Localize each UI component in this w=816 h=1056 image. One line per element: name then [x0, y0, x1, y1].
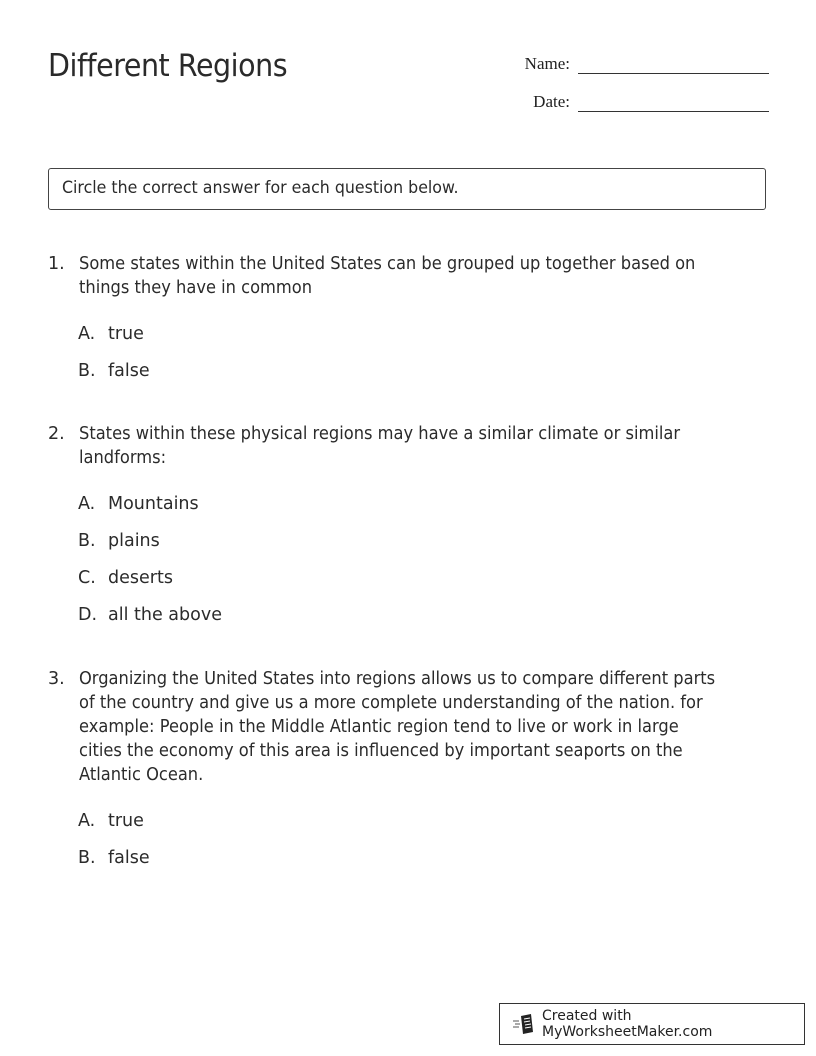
name-blank-line[interactable] [578, 55, 769, 74]
option-text: true [108, 811, 144, 831]
option-d[interactable] [78, 603, 768, 640]
question-text: Organizing the United States into regions allows us to compare different parts of the country and give us a more complete understanding of the nation. for example: People in the Middle Atlantic region tend to live or work in large cities the economy of this area is influenced by important seaports on the Atlantic Ocean. [79, 669, 716, 785]
option-letter: A. [78, 494, 96, 514]
footer-credit[interactable] [499, 1003, 805, 1045]
answer-options [48, 809, 768, 883]
option-text: all the above [108, 605, 222, 625]
option-letter: B. [78, 361, 96, 381]
option-c[interactable] [78, 566, 768, 603]
option-letter: C. [78, 568, 96, 588]
question-text: States within these physical regions may have a similar climate or similar landforms: [79, 424, 681, 468]
question-number: 3. [48, 669, 65, 689]
instructions-box [48, 168, 766, 210]
question-1 [48, 252, 768, 396]
footer-text: Created with MyWorksheetMaker.com [542, 1008, 713, 1040]
option-text: Mountains [108, 494, 199, 514]
option-text: deserts [108, 568, 173, 588]
question-3 [48, 667, 768, 883]
instructions-text: Circle the correct answer for each question below. [62, 178, 459, 198]
option-text: false [108, 848, 150, 868]
question-number: 2. [48, 424, 65, 444]
option-b[interactable] [78, 359, 768, 396]
option-letter: A. [78, 811, 96, 831]
answer-options [48, 322, 768, 396]
date-field [500, 92, 769, 112]
option-a[interactable] [78, 492, 768, 529]
option-letter: B. [78, 848, 96, 868]
option-b[interactable] [78, 529, 768, 566]
option-text: false [108, 361, 150, 381]
option-text: plains [108, 531, 160, 551]
option-b[interactable] [78, 846, 768, 883]
option-letter: D. [78, 605, 98, 625]
option-text: true [108, 324, 144, 344]
option-letter: B. [78, 531, 96, 551]
name-label: Name: [524, 54, 570, 73]
option-a[interactable] [78, 322, 768, 359]
answer-options [48, 492, 768, 640]
page-title: Different Regions [48, 48, 288, 84]
question-text: Some states within the United States can be grouped up together based on things they have in common [79, 254, 696, 298]
option-letter: A. [78, 324, 96, 344]
worksheet-logo-icon [512, 1013, 536, 1035]
date-blank-line[interactable] [578, 93, 769, 112]
question-2 [48, 422, 768, 640]
option-a[interactable] [78, 809, 768, 846]
question-number: 1. [48, 254, 65, 274]
date-label: Date: [533, 92, 570, 111]
name-field [500, 54, 769, 74]
